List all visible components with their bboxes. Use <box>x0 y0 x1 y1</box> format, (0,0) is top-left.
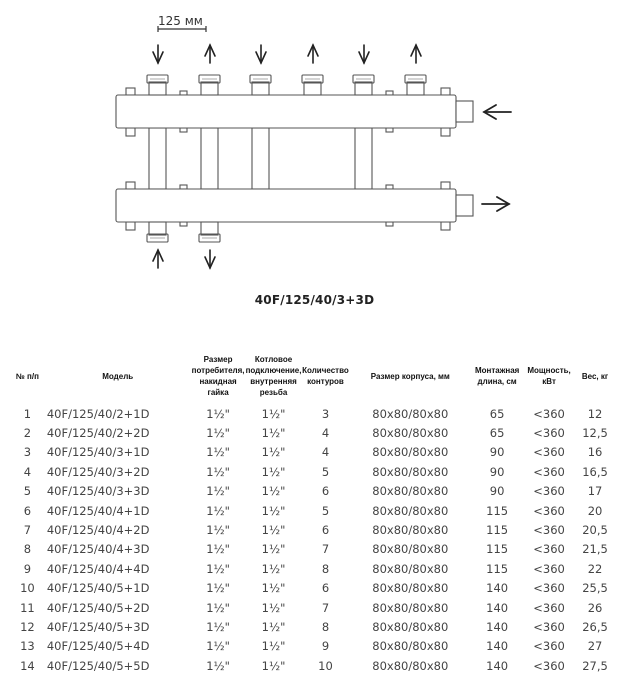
cell-row-number: 8 <box>23 542 32 557</box>
cell-consumer-size: 1½" <box>206 581 230 596</box>
cell-row-number: 13 <box>20 639 35 654</box>
cell-consumer-size: 1½" <box>206 523 230 538</box>
cell-weight: 25,5 <box>582 581 608 596</box>
cell-mount-length: 140 <box>486 581 509 596</box>
cell-body-size: 80x80/80x80 <box>372 426 449 441</box>
col-header-number: № п/п <box>15 371 39 381</box>
cell-row-number: 7 <box>23 523 32 538</box>
table-row <box>10 423 615 442</box>
arrow-up-icon <box>153 250 163 268</box>
spec-table <box>10 348 615 675</box>
cell-mount-length: 140 <box>486 600 509 615</box>
cell-body-size: 80x80/80x80 <box>372 523 449 538</box>
cell-body-size: 80x80/80x80 <box>372 600 449 615</box>
cell-row-number: 14 <box>20 658 35 673</box>
cell-weight: 16,5 <box>582 464 608 479</box>
cell-consumer-size: 1½" <box>206 542 230 557</box>
cell-circuits: 3 <box>321 406 330 421</box>
flow-arrows-bottom <box>153 250 215 268</box>
col-header-consumer-size: Размер потребителя, накидная гайка <box>191 355 245 397</box>
arrow-left-icon <box>484 105 511 119</box>
cell-boiler-connection: 1½" <box>261 619 286 634</box>
cell-power: <360 <box>533 445 565 460</box>
cell-boiler-connection: 1½" <box>261 581 286 596</box>
arrow-right-icon <box>482 197 509 211</box>
cell-weight: 27,5 <box>582 658 608 673</box>
cell-consumer-size: 1½" <box>206 561 230 576</box>
table-row <box>10 443 615 462</box>
cell-model: 40F/125/40/5+1D <box>46 581 150 596</box>
cell-mount-length: 65 <box>489 426 505 441</box>
cell-consumer-size: 1½" <box>206 445 230 460</box>
cell-model: 40F/125/40/3+3D <box>46 484 150 499</box>
vertical-pipes <box>149 128 372 189</box>
cell-weight: 21,5 <box>582 542 608 557</box>
cell-boiler-connection: 1½" <box>261 503 286 518</box>
cell-consumer-size: 1½" <box>206 658 230 673</box>
cell-consumer-size: 1½" <box>206 426 230 441</box>
flow-arrows-side <box>482 105 511 211</box>
cell-model: 40F/125/40/4+2D <box>46 523 150 538</box>
cell-boiler-connection: 1½" <box>261 561 286 576</box>
table-row <box>10 598 615 617</box>
cell-body-size: 80x80/80x80 <box>372 464 449 479</box>
cell-model: 40F/125/40/5+2D <box>46 600 150 615</box>
dimension-label: 125 мм <box>158 14 203 28</box>
col-header-weight: Вес, кг <box>581 371 609 381</box>
cell-power: <360 <box>533 639 565 654</box>
cell-power: <360 <box>533 561 565 576</box>
cell-weight: 22 <box>587 561 603 576</box>
manifold-drawing <box>0 0 629 280</box>
cell-circuits: 7 <box>321 542 330 557</box>
flow-arrows-top <box>153 45 421 63</box>
cell-boiler-connection: 1½" <box>261 658 286 673</box>
cell-row-number: 4 <box>23 464 32 479</box>
table-row <box>10 520 615 539</box>
arrow-down-icon <box>256 45 266 63</box>
table-row <box>10 540 615 559</box>
cell-model: 40F/125/40/4+1D <box>46 503 150 518</box>
cell-circuits: 6 <box>321 523 330 538</box>
cell-boiler-connection: 1½" <box>261 445 286 460</box>
table-row <box>10 501 615 520</box>
cell-model: 40F/125/40/5+4D <box>46 639 150 654</box>
cell-power: <360 <box>533 542 565 557</box>
cell-circuits: 5 <box>321 464 330 479</box>
cell-weight: 26 <box>587 600 603 615</box>
cell-model: 40F/125/40/3+1D <box>46 445 150 460</box>
cell-power: <360 <box>533 406 565 421</box>
bottom-connectors <box>147 222 220 242</box>
cell-body-size: 80x80/80x80 <box>372 561 449 576</box>
cell-power: <360 <box>533 600 565 615</box>
cell-mount-length: 115 <box>486 523 509 538</box>
cell-consumer-size: 1½" <box>206 639 230 654</box>
arrow-up-icon <box>308 45 318 63</box>
cell-body-size: 80x80/80x80 <box>372 542 449 557</box>
cell-circuits: 6 <box>321 484 330 499</box>
cell-weight: 27 <box>587 639 603 654</box>
table-row <box>10 462 615 481</box>
cell-model: 40F/125/40/4+4D <box>46 561 150 576</box>
table-row <box>10 637 615 656</box>
cell-weight: 26,5 <box>582 619 608 634</box>
cell-weight: 20,5 <box>582 523 608 538</box>
cell-consumer-size: 1½" <box>206 600 230 615</box>
table-body <box>10 404 615 675</box>
cell-circuits: 9 <box>321 639 330 654</box>
cell-row-number: 5 <box>23 484 32 499</box>
cell-circuits: 6 <box>321 581 330 596</box>
cell-mount-length: 115 <box>486 542 509 557</box>
diagram-title: 40F/125/40/3+3D <box>254 293 375 307</box>
cell-row-number: 6 <box>23 503 32 518</box>
cell-mount-length: 90 <box>489 464 505 479</box>
arrow-up-icon <box>411 45 421 63</box>
arrow-up-icon <box>205 45 215 63</box>
col-header-body-size: Размер корпуса, мм <box>370 371 450 381</box>
cell-boiler-connection: 1½" <box>261 600 286 615</box>
table-row <box>10 559 615 578</box>
cell-circuits: 8 <box>321 561 330 576</box>
cell-row-number: 12 <box>20 619 35 634</box>
cell-power: <360 <box>533 426 565 441</box>
manifold-diagram <box>0 0 629 280</box>
cell-circuits: 4 <box>321 445 330 460</box>
cell-row-number: 2 <box>23 426 32 441</box>
cell-model: 40F/125/40/2+1D <box>46 406 150 421</box>
cell-mount-length: 140 <box>486 658 509 673</box>
table-row <box>10 656 615 675</box>
cell-body-size: 80x80/80x80 <box>372 658 449 673</box>
cell-mount-length: 115 <box>486 503 509 518</box>
cell-model: 40F/125/40/4+3D <box>46 542 150 557</box>
cell-model: 40F/125/40/5+5D <box>46 658 150 673</box>
col-header-mount-length: Монтажная длина, см <box>474 366 520 386</box>
cell-boiler-connection: 1½" <box>261 484 286 499</box>
arrow-down-icon <box>153 45 163 63</box>
arrow-down-icon <box>205 250 215 268</box>
cell-mount-length: 140 <box>486 639 509 654</box>
cell-mount-length: 115 <box>486 561 509 576</box>
cell-body-size: 80x80/80x80 <box>372 484 449 499</box>
return-header <box>116 182 473 230</box>
cell-mount-length: 90 <box>489 484 505 499</box>
table-row <box>10 404 615 423</box>
cell-consumer-size: 1½" <box>206 484 230 499</box>
cell-consumer-size: 1½" <box>206 503 230 518</box>
cell-weight: 12 <box>587 406 603 421</box>
cell-body-size: 80x80/80x80 <box>372 445 449 460</box>
cell-row-number: 3 <box>23 445 32 460</box>
cell-circuits: 5 <box>321 503 330 518</box>
cell-power: <360 <box>533 619 565 634</box>
cell-boiler-connection: 1½" <box>261 542 286 557</box>
cell-body-size: 80x80/80x80 <box>372 581 449 596</box>
cell-body-size: 80x80/80x80 <box>372 406 449 421</box>
arrow-down-icon <box>359 45 369 63</box>
cell-row-number: 10 <box>20 581 35 596</box>
cell-boiler-connection: 1½" <box>261 523 286 538</box>
col-header-boiler-connection: Котловое подключение, внутренняя резьба <box>245 355 302 397</box>
cell-consumer-size: 1½" <box>206 619 230 634</box>
cell-power: <360 <box>533 484 565 499</box>
cell-model: 40F/125/40/3+2D <box>46 464 150 479</box>
table-row <box>10 482 615 501</box>
cell-circuits: 8 <box>321 619 330 634</box>
cell-weight: 12,5 <box>582 426 608 441</box>
cell-consumer-size: 1½" <box>206 406 230 421</box>
cell-mount-length: 140 <box>486 619 509 634</box>
col-header-power: Мощность, кВт <box>527 366 571 386</box>
cell-boiler-connection: 1½" <box>261 426 286 441</box>
col-header-circuits: Количество контуров <box>302 366 349 386</box>
cell-body-size: 80x80/80x80 <box>372 619 449 634</box>
table-row <box>10 579 615 598</box>
cell-boiler-connection: 1½" <box>261 406 286 421</box>
cell-power: <360 <box>533 503 565 518</box>
cell-weight: 17 <box>587 484 603 499</box>
top-connectors <box>147 75 426 95</box>
cell-mount-length: 90 <box>489 445 505 460</box>
cell-row-number: 11 <box>20 600 35 615</box>
cell-weight: 20 <box>587 503 603 518</box>
cell-weight: 16 <box>587 445 603 460</box>
cell-body-size: 80x80/80x80 <box>372 503 449 518</box>
cell-power: <360 <box>533 658 565 673</box>
table-header-row <box>10 348 615 404</box>
cell-body-size: 80x80/80x80 <box>372 639 449 654</box>
cell-power: <360 <box>533 523 565 538</box>
cell-boiler-connection: 1½" <box>261 464 286 479</box>
cell-model: 40F/125/40/2+2D <box>46 426 150 441</box>
cell-boiler-connection: 1½" <box>261 639 286 654</box>
cell-power: <360 <box>533 581 565 596</box>
cell-circuits: 10 <box>318 658 333 673</box>
cell-model: 40F/125/40/5+3D <box>46 619 150 634</box>
cell-consumer-size: 1½" <box>206 464 230 479</box>
cell-circuits: 4 <box>321 426 330 441</box>
cell-mount-length: 65 <box>489 406 505 421</box>
cell-row-number: 9 <box>23 561 32 576</box>
col-header-model: Модель <box>102 371 134 381</box>
table-row <box>10 617 615 636</box>
cell-circuits: 7 <box>321 600 330 615</box>
cell-power: <360 <box>533 464 565 479</box>
cell-row-number: 1 <box>23 406 32 421</box>
